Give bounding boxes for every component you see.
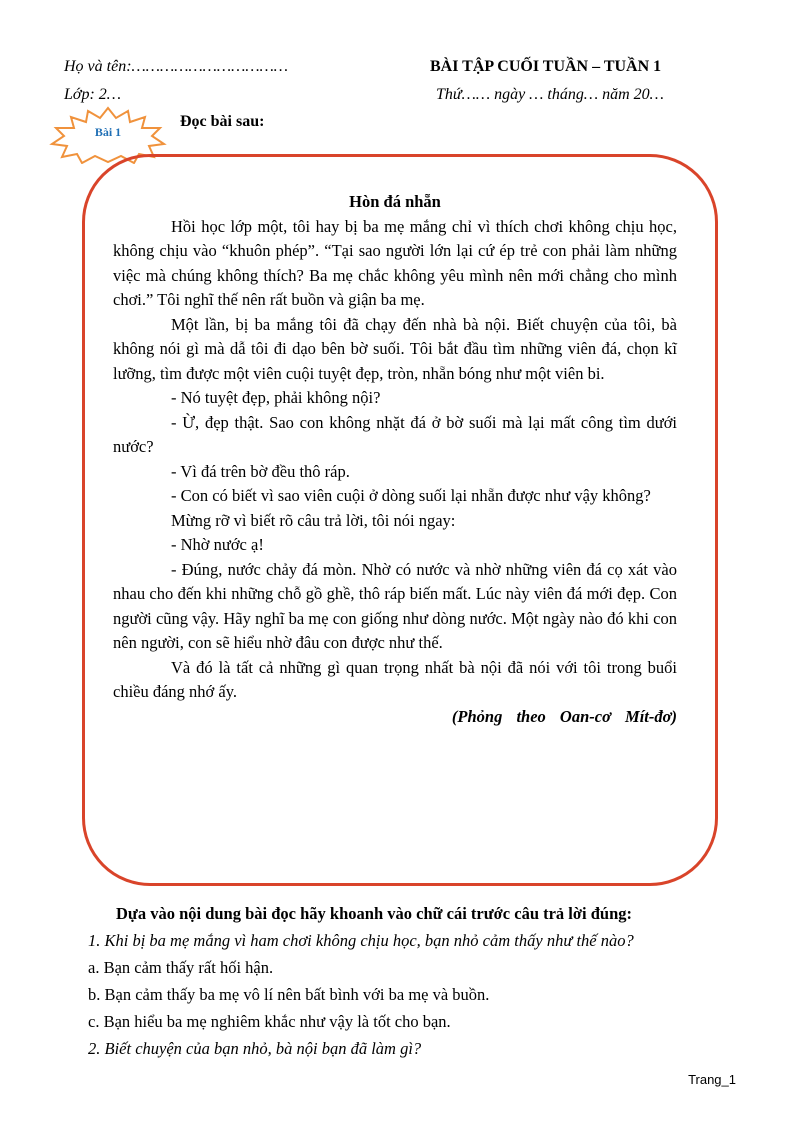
answer-option-b[interactable]: b. Bạn cảm thấy ba mẹ vô lí nên bất bình với ba mẹ và buồn. [88, 985, 490, 1004]
story-dialogue: - Ừ, đẹp thật. Sao con không nhặt đá ở bờ suối mà lại mất công tìm dưới nước? [113, 412, 677, 456]
answer-option-c[interactable]: c. Bạn hiểu ba mẹ nghiêm khắc như vậy là tốt cho bạn. [88, 1012, 451, 1031]
story-dialogue: - Con có biết vì sao viên cuội ở dòng suối lại nhẵn được như vậy không? [171, 486, 651, 505]
exercise-badge-label: Bài 1 [94, 125, 122, 139]
questions-instruction: Dựa vào nội dung bài đọc hãy khoanh vào chữ cái trước câu trả lời đúng: [116, 904, 633, 923]
story-dialogue: - Nhờ nước ạ! [171, 535, 264, 554]
story-dialogue: - Nó tuyệt đẹp, phải không nội? [171, 388, 381, 407]
story-paragraph: Mừng rỡ vì biết rõ câu trả lời, tôi nói ngay: [171, 510, 456, 530]
story-paragraph: Hồi học lớp một, tôi hay bị ba mẹ mắng chỉ vì thích chơi không chịu học, không chịu vào “khuôn phép”. “Tại sao người lớn lại cứ ép trẻ con phải làm những việc mà chúng không thích? Ba mẹ chắc không yêu mình nên mới chẳng cho mình chơi.” Tôi nghĩ thế nên rất buồn và giận ba mẹ. [113, 216, 677, 309]
story-dialogue: - Đúng, nước chảy đá mòn. Nhờ có nước và nhờ những viên đá cọ xát vào nhau cho đến khi những chỗ gồ ghề, thô ráp biến mất. Lúc này viên đá mới đẹp. Con người cũng vậy. Hãy nghĩ ba mẹ con giống như dòng nước. Một ngày nào đó khi con nên người, con sẽ hiểu nhờ đâu con được như thế. [113, 559, 677, 652]
answer-option-a[interactable]: a. Bạn cảm thấy rất hối hận. [88, 958, 274, 977]
date-line: Thứ…… ngày … tháng… năm 20… [436, 86, 664, 103]
story-source: (Phỏng theo Oan-cơ Mít-đơ) [451, 706, 677, 726]
story-dialogue: - Vì đá trên bờ đều thô ráp. [171, 461, 350, 481]
story-title: Hòn đá nhẵn [349, 192, 441, 211]
story-paragraph: Và đó là tất cả những gì quan trọng nhất bà nội đã nói với tôi trong buổi chiều đáng nhớ ấy. [113, 657, 677, 701]
student-class-field: Lớp: 2… [64, 86, 121, 103]
worksheet-title: BÀI TẬP CUỐI TUẦN – TUẦN 1 [430, 58, 662, 75]
student-name-field: Họ và tên:…………………………… [64, 58, 289, 75]
question-1: 1. Khi bị ba mẹ mắng vì ham chơi không chịu học, bạn nhỏ cảm thấy như thế nào? [88, 931, 634, 950]
page-number: Trang_1 [688, 1072, 736, 1087]
questions-section [88, 900, 708, 1062]
exercise-instruction: Đọc bài sau: [180, 113, 265, 130]
story-content [113, 190, 677, 729]
story-paragraph: Một lần, bị ba mắng tôi đã chạy đến nhà bà nội. Biết chuyện của tôi, bà không nói gì mà dẫ tôi đi dạo bên bờ suối. Tôi bắt đầu tìm những viên đá, chọn kĩ lưỡng, tìm được một viên cuội tuyệt đẹp, tròn, nhẵn bóng như một viên bi. [113, 314, 677, 383]
question-2: 2. Biết chuyện của bạn nhỏ, bà nội bạn đã làm gì? [88, 1039, 422, 1058]
